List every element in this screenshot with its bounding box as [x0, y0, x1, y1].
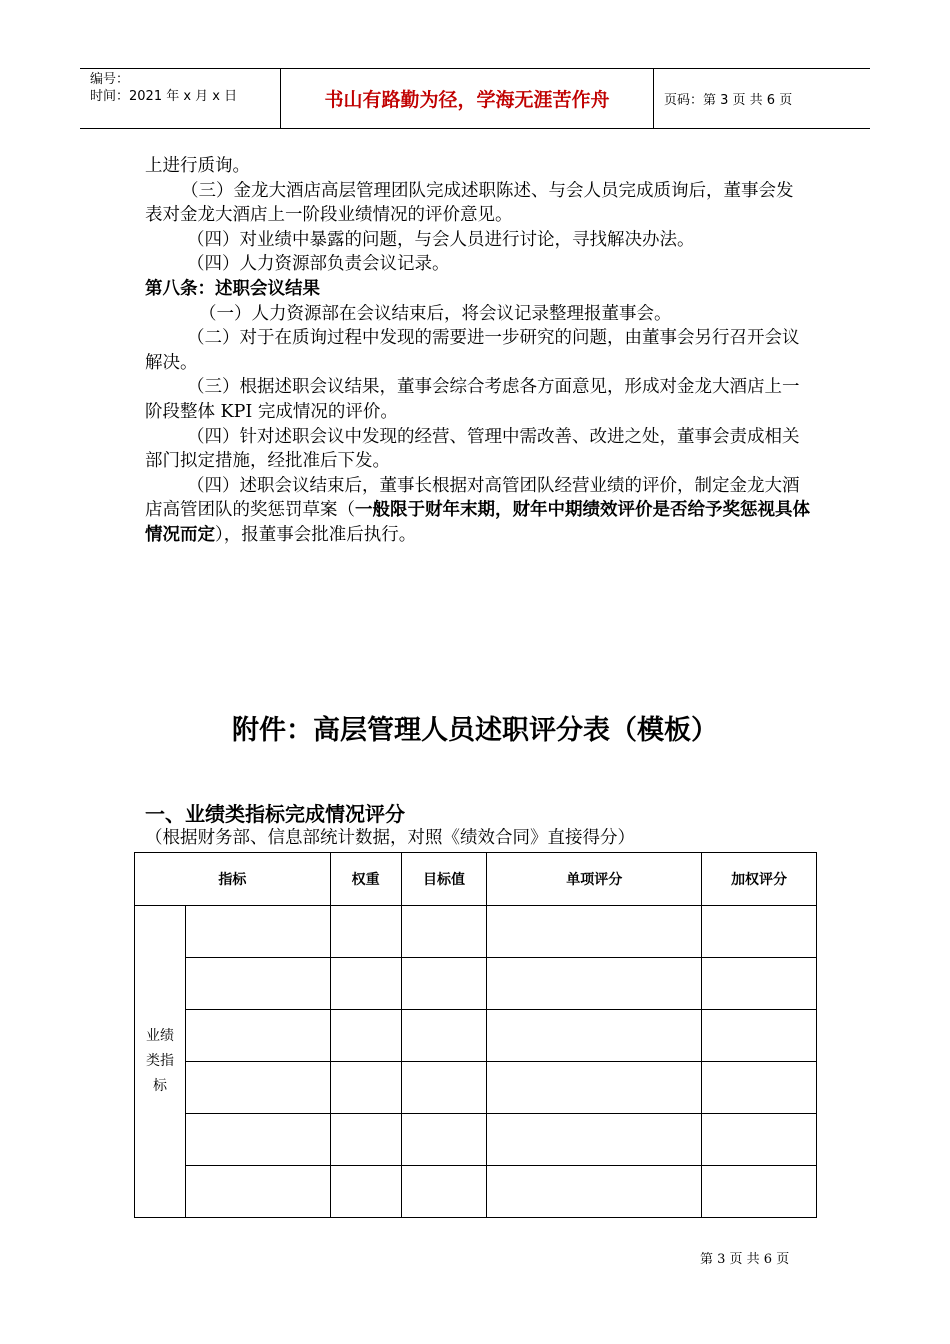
table-cell[interactable]	[330, 1010, 401, 1062]
annex-title: 附件：高层管理人员述职评分表（模板）	[232, 715, 718, 746]
header-cell-weight: 权重	[330, 853, 401, 906]
table-cell[interactable]	[487, 1062, 702, 1114]
category-cell	[135, 906, 186, 1218]
table-cell[interactable]	[185, 1062, 330, 1114]
body-text	[145, 154, 810, 548]
paragraph: （二）对于在质询过程中发现的需要进一步研究的问题，由董事会另行召开会议解决。	[145, 328, 800, 373]
table-cell[interactable]	[185, 1166, 330, 1218]
table-cell[interactable]	[401, 1062, 487, 1114]
table-cell[interactable]	[487, 958, 702, 1010]
page-header	[80, 68, 870, 129]
score-table	[134, 852, 817, 1218]
table-row	[135, 958, 817, 1010]
table-cell[interactable]	[401, 906, 487, 958]
header-cell-indicator: 指标	[135, 853, 331, 906]
table-cell[interactable]	[185, 906, 330, 958]
table-cell[interactable]	[330, 1062, 401, 1114]
paragraph: （一）人力资源部在会议结束后，将会议记录整理报董事会。	[199, 303, 672, 324]
paragraph: （四）对业绩中暴露的问题，与会人员进行讨论，寻找解决办法。	[187, 229, 695, 250]
table-row	[135, 906, 817, 958]
paragraph-text: ），报董事会批准后执行。	[215, 524, 417, 545]
table-cell[interactable]	[702, 1166, 817, 1218]
paragraph: （四）针对述职会议中发现的经营、管理中需改善、改进之处，董事会责成相关部门拟定措施，经批准后下发。	[145, 426, 800, 472]
table-cell[interactable]	[330, 906, 401, 958]
table-cell[interactable]	[702, 1010, 817, 1062]
time-label: 时间：2021 年 x 月 x 日	[90, 89, 238, 104]
header-page-label: 页码：第 3 页 共 6 页	[664, 93, 793, 108]
table-row	[135, 1010, 817, 1062]
header-cell-item-score: 单项评分	[487, 853, 702, 906]
table-cell[interactable]	[330, 1166, 401, 1218]
paragraph: （三）金龙大酒店高层管理团队完成述职陈述、与会人员完成质询后，董事会发表对金龙大酒店上一阶段业绩情况的评价意见。	[145, 180, 794, 226]
table-row	[135, 1062, 817, 1114]
paragraph-text: （四）述职会议结束后，董事长根据对高管团队经营业绩的评价，制定金龙大酒店高管团队的奖惩罚草案（	[145, 475, 800, 521]
section-note: （根据财务部、信息部统计数据，对照《绩效合同》直接得分）	[145, 828, 635, 848]
table-cell[interactable]	[401, 1010, 487, 1062]
table-cell[interactable]	[702, 958, 817, 1010]
table-cell[interactable]	[401, 958, 487, 1010]
header-meta	[80, 69, 281, 128]
table-cell[interactable]	[185, 1010, 330, 1062]
category-label-line: 标	[152, 1078, 167, 1094]
paragraph: （三）根据述职会议结果，董事会综合考虑各方面意见，形成对金龙大酒店上一阶段整体 KPI 完成情况的评价。	[145, 377, 800, 422]
section-title: 一、业绩类指标完成情况评分	[145, 802, 405, 826]
table-cell[interactable]	[702, 906, 817, 958]
article-heading: 第八条：述职会议结果	[145, 278, 320, 299]
table-row	[135, 1114, 817, 1166]
table-cell[interactable]	[401, 1166, 487, 1218]
header-motto: 书山有路勤为径，学海无涯苦作舟	[281, 69, 654, 128]
table-cell[interactable]	[487, 1114, 702, 1166]
table-cell[interactable]	[401, 1114, 487, 1166]
table-cell[interactable]	[487, 1166, 702, 1218]
header-cell-weighted-score: 加权评分	[702, 853, 817, 906]
table-row	[135, 1166, 817, 1218]
table-header-row	[135, 853, 817, 906]
header-cell-target: 目标值	[401, 853, 487, 906]
category-label-line: 类指	[145, 1053, 174, 1069]
paragraph: （四）人力资源部负责会议记录。	[187, 254, 450, 275]
paragraph: 上进行质询。	[145, 156, 250, 176]
number-label: 编号：	[90, 72, 130, 87]
table-cell[interactable]	[702, 1062, 817, 1114]
page-footer: 第 3 页 共 6 页	[700, 1252, 790, 1267]
table-cell[interactable]	[185, 958, 330, 1010]
table-cell[interactable]	[702, 1114, 817, 1166]
category-label-line: 业绩	[145, 1028, 174, 1044]
table-cell[interactable]	[330, 1114, 401, 1166]
table-cell[interactable]	[487, 906, 702, 958]
paragraph	[145, 474, 810, 548]
table-cell[interactable]	[185, 1114, 330, 1166]
table-cell[interactable]	[330, 958, 401, 1010]
paragraph-bold-text: 一般限于财年末期，财年中期绩效评价是否给予奖惩视具体情况而定	[145, 500, 810, 545]
table-cell[interactable]	[487, 1010, 702, 1062]
